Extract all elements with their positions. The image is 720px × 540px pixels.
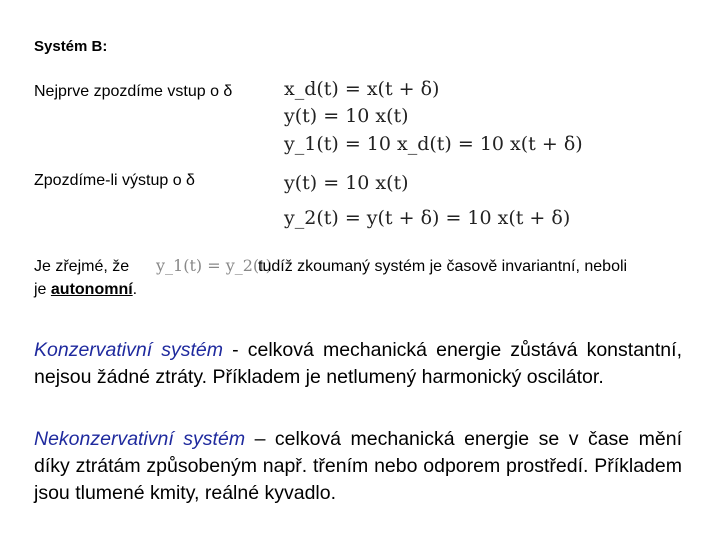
equation-output-2: y(t) = 10 x(t) <box>284 172 409 194</box>
autonomous-term: autonomní <box>50 281 133 298</box>
conservative-term: Konzervativní systém <box>34 339 224 361</box>
conclusion-line2-prefix: je <box>34 281 51 298</box>
conclusion-line2-suffix: . <box>132 281 138 298</box>
equation-y1-equals-y2: y_1(t) = y_2(t) <box>156 256 272 275</box>
equation-y1: y_1(t) = 10 x_d(t) = 10 x(t + δ) <box>284 133 583 155</box>
step2-label: Zpozdíme-li výstup o δ <box>34 172 195 189</box>
conclusion-prefix: Je zřejmé, že <box>34 258 130 275</box>
step1-label: Nejprve zpozdíme vstup o δ <box>34 83 233 100</box>
section-heading: Systém B: <box>34 38 108 55</box>
conclusion-line2 <box>34 281 137 299</box>
equation-delayed-input: x_d(t) = x(t + δ) <box>284 78 440 100</box>
conservative-text: - celková mechanická energie zůstává konstantní, nejsou žádné ztráty. Příkladem je netlumený harmonický oscilátor. <box>34 339 682 388</box>
equation-output: y(t) = 10 x(t) <box>284 105 409 127</box>
nonconservative-text: – celková mechanická energie se v čase mění díky ztrátám způsobeným např. třením nebo odporem prostředí. Příkladem jsou tlumené kmity, reálné kyvadlo. <box>34 428 682 504</box>
nonconservative-definition <box>34 426 682 507</box>
equation-y2: y_2(t) = y(t + δ) = 10 x(t + δ) <box>284 207 571 229</box>
conclusion-suffix: tudíž zkoumaný systém je časově invariantní, neboli <box>258 258 628 275</box>
conservative-definition <box>34 337 682 391</box>
nonconservative-term: Nekonzervativní systém <box>34 428 246 450</box>
